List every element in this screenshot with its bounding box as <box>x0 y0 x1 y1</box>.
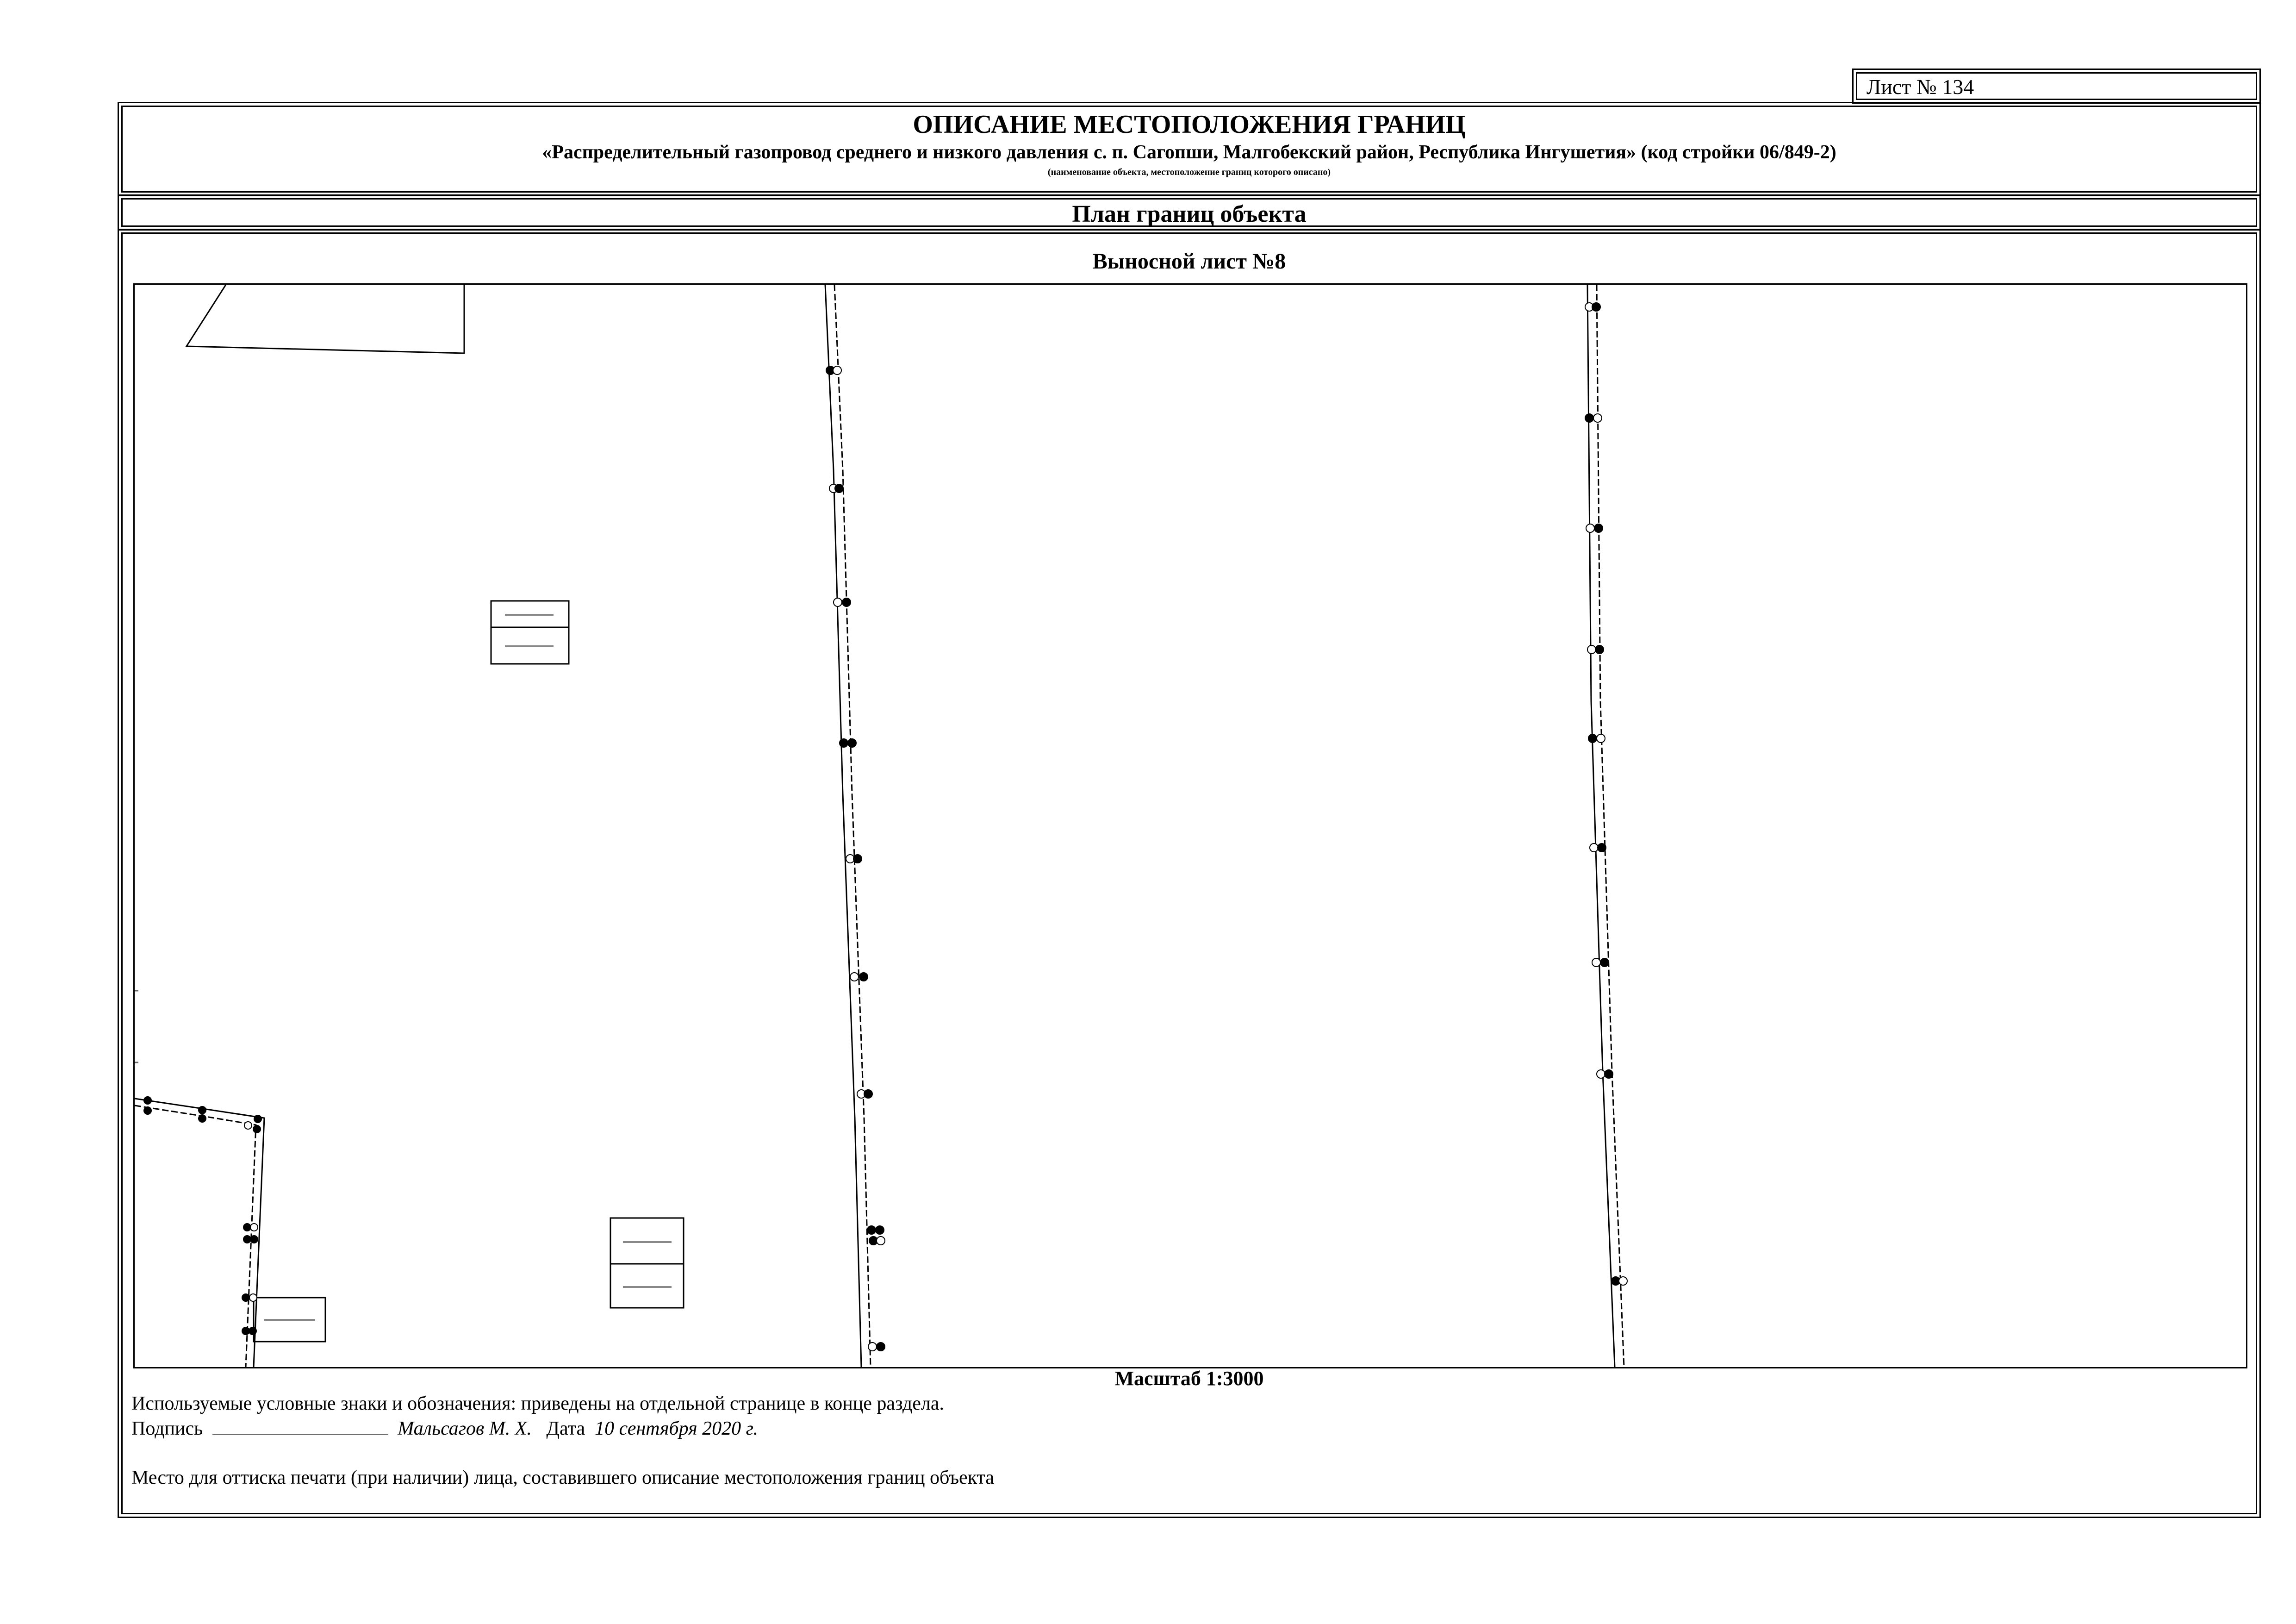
boundary-point <box>249 1327 256 1335</box>
boundary-point <box>1585 414 1593 422</box>
header-box <box>118 102 2261 196</box>
boundary-point <box>864 1090 872 1098</box>
boundary-point <box>1595 645 1604 654</box>
object-caption: (наименование объекта, местоположение границ которого описано) <box>1047 167 1331 177</box>
boundary-point <box>250 1236 258 1243</box>
date-label: Дата <box>546 1418 585 1439</box>
boundary-map <box>133 283 2247 1368</box>
boundary-point <box>1598 843 1606 852</box>
document-title: ОПИСАНИЕ МЕСТОПОЛОЖЕНИЯ ГРАНИЦ <box>913 110 1466 139</box>
boundary-point <box>867 1226 876 1234</box>
date-value: 10 сентября 2020 г. <box>595 1418 758 1439</box>
boundary-point <box>242 1294 249 1301</box>
boundary-point <box>199 1115 206 1122</box>
parcel-label-box <box>254 1298 325 1342</box>
boundary-point <box>848 739 856 747</box>
boundary-point <box>1586 524 1594 532</box>
boundary-point <box>249 1294 257 1301</box>
boundary-point <box>853 855 862 863</box>
boundary-point <box>244 1122 252 1129</box>
boundary-point <box>1587 645 1596 654</box>
boundary-point <box>1593 414 1602 422</box>
boundary-point <box>876 1226 884 1234</box>
boundary-point <box>859 973 868 981</box>
signature-line <box>131 1418 758 1440</box>
pipeline-corridor-middle <box>825 285 871 1367</box>
boundary-point <box>242 1327 249 1335</box>
boundary-point <box>833 366 841 375</box>
boundary-point <box>877 1237 885 1245</box>
boundary-point <box>144 1107 151 1114</box>
annex-title: Выносной лист №8 <box>1092 249 1286 274</box>
map-scale: Масштаб 1:3000 <box>1114 1367 1264 1390</box>
boundary-point <box>144 1097 151 1104</box>
boundary-point <box>877 1343 885 1351</box>
boundary-point <box>850 973 859 981</box>
boundary-point <box>250 1224 258 1231</box>
map-canvas <box>135 285 2246 1367</box>
pipeline-branch-left <box>135 1099 264 1367</box>
object-name: «Распределительный газопровод среднего и низкого давления с. п. Сагопши, Малгобекский район, Республика Ингушетия» (код стройки 06/849-2) <box>542 142 1836 163</box>
boundary-point <box>1590 843 1598 852</box>
boundary-point <box>1605 1070 1613 1078</box>
pipeline-corridor-right <box>1587 285 1624 1367</box>
boundary-point <box>1597 734 1605 743</box>
stamp-note: Место для оттиска печати (при наличии) лица, составившего описание местоположения границ объекта <box>131 1467 995 1488</box>
plan-title: План границ объекта <box>1072 201 1307 227</box>
boundary-point <box>199 1106 206 1114</box>
boundary-point <box>1597 1070 1605 1078</box>
signature-field[interactable] <box>212 1420 388 1435</box>
plan-title-box <box>118 194 2261 231</box>
boundary-point <box>1588 734 1597 743</box>
boundary-point <box>868 1343 877 1351</box>
sheet-number-box <box>1852 69 2261 104</box>
sheet-number: Лист № 134 <box>1867 75 1974 99</box>
boundary-point <box>1619 1277 1627 1285</box>
boundary-point <box>842 598 851 606</box>
boundary-point <box>243 1224 251 1231</box>
boundary-point <box>254 1115 261 1123</box>
parcel-label-box <box>610 1218 684 1308</box>
boundary-point <box>243 1236 251 1243</box>
boundary-point <box>834 598 842 606</box>
boundary-point <box>835 484 843 493</box>
boundary-point <box>1592 958 1600 967</box>
signer-name: Мальсагов М. Х. <box>398 1418 532 1439</box>
boundary-point <box>253 1125 261 1133</box>
legend-note: Используемые условные знаки и обозначения: приведены на отдельной странице в конце раздела. <box>131 1393 944 1414</box>
boundary-point <box>1592 303 1600 311</box>
boundary-point <box>1594 524 1603 532</box>
parcel-label-box <box>491 601 569 664</box>
boundary-point <box>1600 958 1609 967</box>
parcel-outline <box>187 285 464 353</box>
boundary-point <box>840 739 848 747</box>
signature-label: Подпись <box>131 1418 203 1439</box>
